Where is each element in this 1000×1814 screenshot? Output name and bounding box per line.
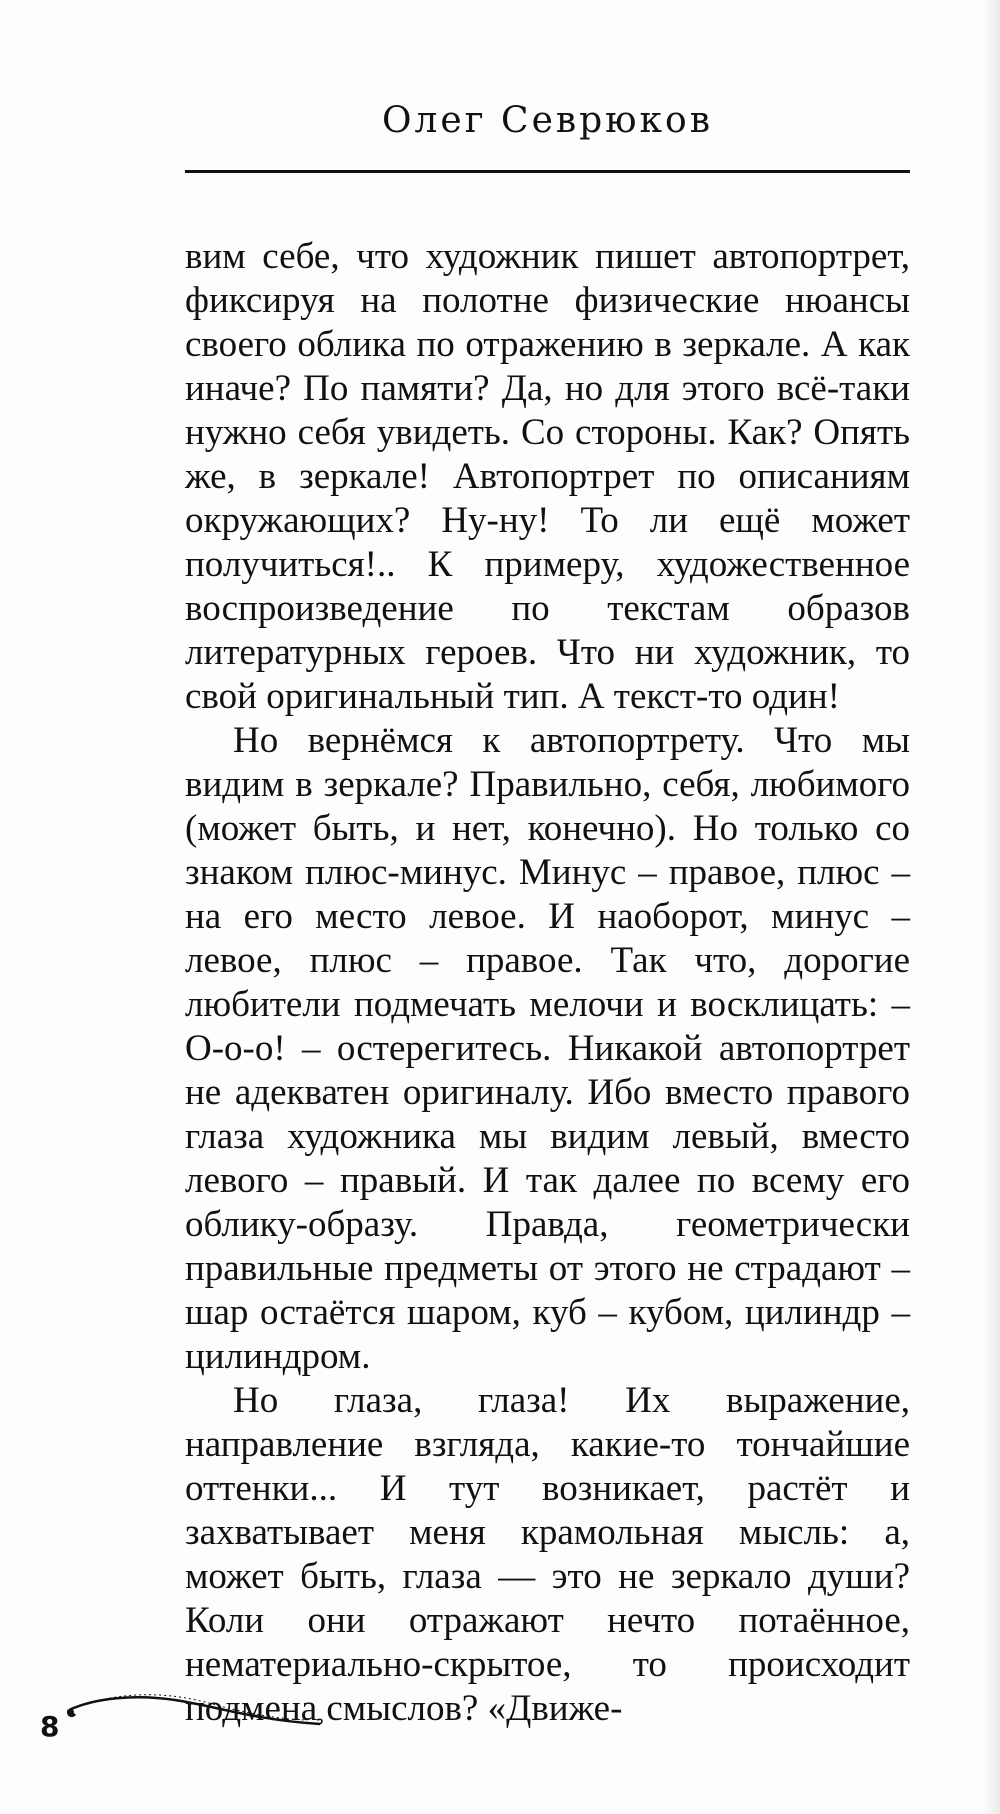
page-number: 8	[40, 1710, 60, 1743]
header-rule	[185, 170, 910, 173]
running-head-author: Олег Севрюков	[382, 100, 713, 141]
page-edge-shadow	[982, 0, 1000, 1814]
paragraph: Но вернёмся к автопортрету. Что мы видим в зеркале? Правильно, себя, любимого (может быть, и нет, конечно). Но только со знаком плюс-минус. Минус – правое, плюс – на его место левое. И наоборот, минус – левое, плюс – правое. Так что, дорогие любители подмечать мелочи и восклицать: – О-о-о! – остерегитесь. Никакой автопортрет не адекватен оригиналу. Ибо вместо правого глаза художника мы видим левый, вместо левого – правый. И так далее по всему его облику-образу. Правда, геометрически правильные предметы от этого не страдают – шар остаётся шаром, куб – кубом, цилиндр – цилиндром.	[185, 720, 910, 1377]
paragraph: Но глаза, глаза! Их выражение, направление взгляда, какие-то тончайшие оттенки... И тут возникает, растёт и захватывает меня крамольная мысль: а, может быть, глаза — это не зеркало души? Коли они отражают нечто потаённое, нематериально-скрытое, то происходит подмена смыслов? «Движе-	[185, 1380, 910, 1729]
body-text	[185, 235, 910, 1731]
paragraph-continuation: вим себе, что художник пишет автопортрет, фиксируя на полотне физические нюансы своего облика по отражению в зеркале. А как иначе? По памяти? Да, но для этого всё-таки нужно себя увидеть. Со стороны. Как? Опять же, в зеркале! Автопортрет по описаниям окружающих? Ну-ну! То ли ещё может получиться!.. К примеру, художественное воспроизведение по текстам образов литературных героев. Что ни художник, то свой оригинальный тип. А текст-то один!	[185, 236, 910, 717]
flourish-ornament-icon	[65, 1680, 325, 1740]
